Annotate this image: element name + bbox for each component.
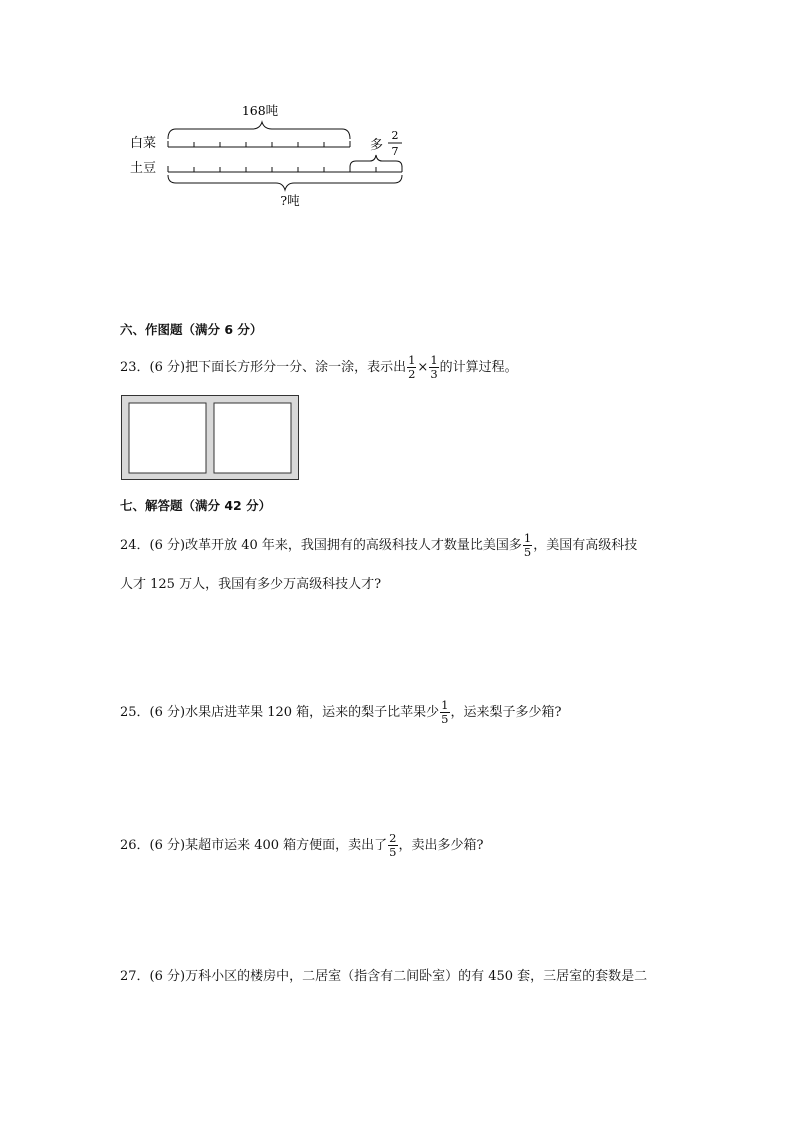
question-23 [120, 354, 518, 381]
more-frac-num: 2 [391, 129, 399, 142]
segment-diagram [120, 95, 420, 215]
question-25 [120, 699, 561, 726]
top-brace [168, 122, 350, 139]
rectangle-figure [121, 395, 301, 481]
q23-frac2: $\frac{1}{3}$ [430, 353, 438, 381]
q26-suffix: ，卖出多少箱? [398, 838, 484, 853]
q23-frac1: $\frac{1}{2}$ [408, 353, 416, 381]
bottom-brace [168, 175, 402, 190]
q23-suffix: 的计算过程。 [439, 360, 518, 375]
q23-times: × [417, 360, 429, 375]
row-label-potato: 土豆 [130, 161, 157, 176]
row-label-cabbage: 白菜 [130, 136, 157, 151]
q25-suffix: ，运来梨子多少箱? [450, 705, 562, 720]
more-label: 多 [370, 138, 384, 153]
question-24 [120, 532, 637, 559]
rectangle-left [129, 403, 206, 473]
q24-prefix: 24．(6 分)改革开放 40 年来，我国拥有的高级科技人才数量比美国多 [120, 538, 522, 553]
section7-title: 七、解答题（满分 42 分） [120, 498, 272, 513]
q23-prefix: 23．(6 分)把下面长方形分一分、涂一涂，表示出 [120, 360, 407, 375]
question-27: 27．(6 分)万科小区的楼房中，二居室（指含有二间卧室）的有 450 套，三居室的套数是二 [120, 969, 648, 984]
question-24-line2: 人才 125 万人，我国有多少万高级科技人才? [120, 577, 382, 592]
rectangle-right [214, 403, 291, 473]
potato-ticks [168, 166, 402, 172]
section6-title: 六、作图题（满分 6 分） [120, 322, 263, 337]
q26-frac: $\frac{2}{5}$ [389, 831, 397, 859]
diagram-bottom-label: ?吨 [280, 193, 300, 208]
q25-frac: $\frac{1}{5}$ [441, 698, 449, 726]
q26-prefix: 26．(6 分)某超市运来 400 箱方便面，卖出了 [120, 838, 388, 853]
question-26 [120, 832, 483, 859]
diagram-top-label: 168吨 [241, 103, 279, 118]
q24-frac: $\frac{1}{5}$ [523, 531, 532, 559]
q24-suffix: ，美国有高级科技 [533, 538, 638, 553]
cabbage-ticks [168, 141, 350, 147]
q25-prefix: 25．(6 分)水果店进苹果 120 箱，运来的梨子比苹果少 [120, 705, 440, 720]
more-frac-den: 7 [391, 145, 399, 158]
